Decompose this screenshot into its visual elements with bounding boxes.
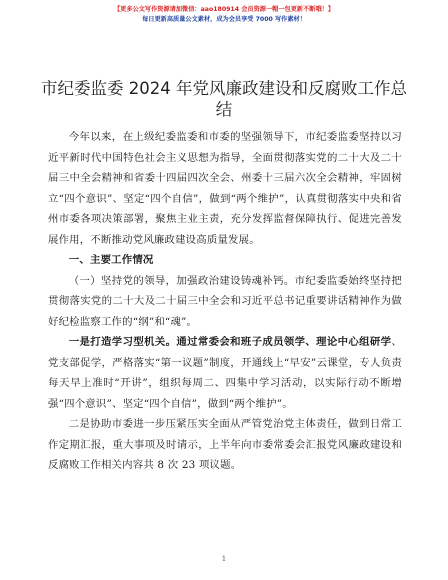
intro-paragraph: 今年以来，在上级纪委监委和市委的坚强领导下，市纪委监委坚持以习近平新时代中国特色社会主义思想为指导，全面贯彻落实党的二十大及二十届三中全会精神和省委十四届四次全会、州委十三届六次全会精神，牢固树立“四个意识”、坚定“四个自信”，做到“两个维护”，认真贯彻落实中央和省州市委各项决策部署，聚焦主业主责，充分发挥监督保障执行、促进完善发展作用，不断推动党风廉政建设高质量发展。 xyxy=(48,131,402,246)
promo-banner xyxy=(0,5,448,25)
banner-line-1: 【更多公文写作资源请加微信：aao180914 会员资源一帽一包更新不断哦！】 xyxy=(113,6,335,13)
bold-mid: 通过常委会和班子成员领学、理论中心组研学 xyxy=(176,336,392,348)
mixed-paragraph xyxy=(48,332,402,414)
banner-line-2: 每日更新高质量公文素材，成为会员享受 7000 写作素材！ xyxy=(142,16,306,23)
page-number: 1 xyxy=(221,555,227,563)
bold-lead: 一是打造学习型机关。 xyxy=(68,336,177,348)
paragraph-two: 二是协助市委进一步压紧压实全面从严管党治党主体责任，做到日常工作定期汇报，重大事项及时请示，上半年向市委常委会汇报党风廉政建设和反腐败工作相关内容共 8 次 23 项议题。 xyxy=(48,418,402,471)
document-title: 市纪委监委 2024 年党风廉政建设和反腐败工作总结 xyxy=(41,79,407,119)
paragraph-rest: 、党支部促学，严格落实“第一议题”制度，开通线上“早安”云课堂，专人负责每天早上准时“开讲”，组织每周二、四集中学习活动，以实际行动不断增强“四个意识”、坚定“四个自信”，做到“两个维护”。 xyxy=(48,336,403,410)
document-body xyxy=(48,127,402,476)
section-heading: 一、主要工作情况 xyxy=(68,254,154,266)
sub-paragraph: （一）坚持党的领导，加强政治建设铸魂补钙。市纪委监委始终坚持把贯彻落实党的二十大及二十届三中全会和习近平总书记重要讲话精神作为做好纪检监察工作的“纲”和“魂”。 xyxy=(48,274,402,328)
